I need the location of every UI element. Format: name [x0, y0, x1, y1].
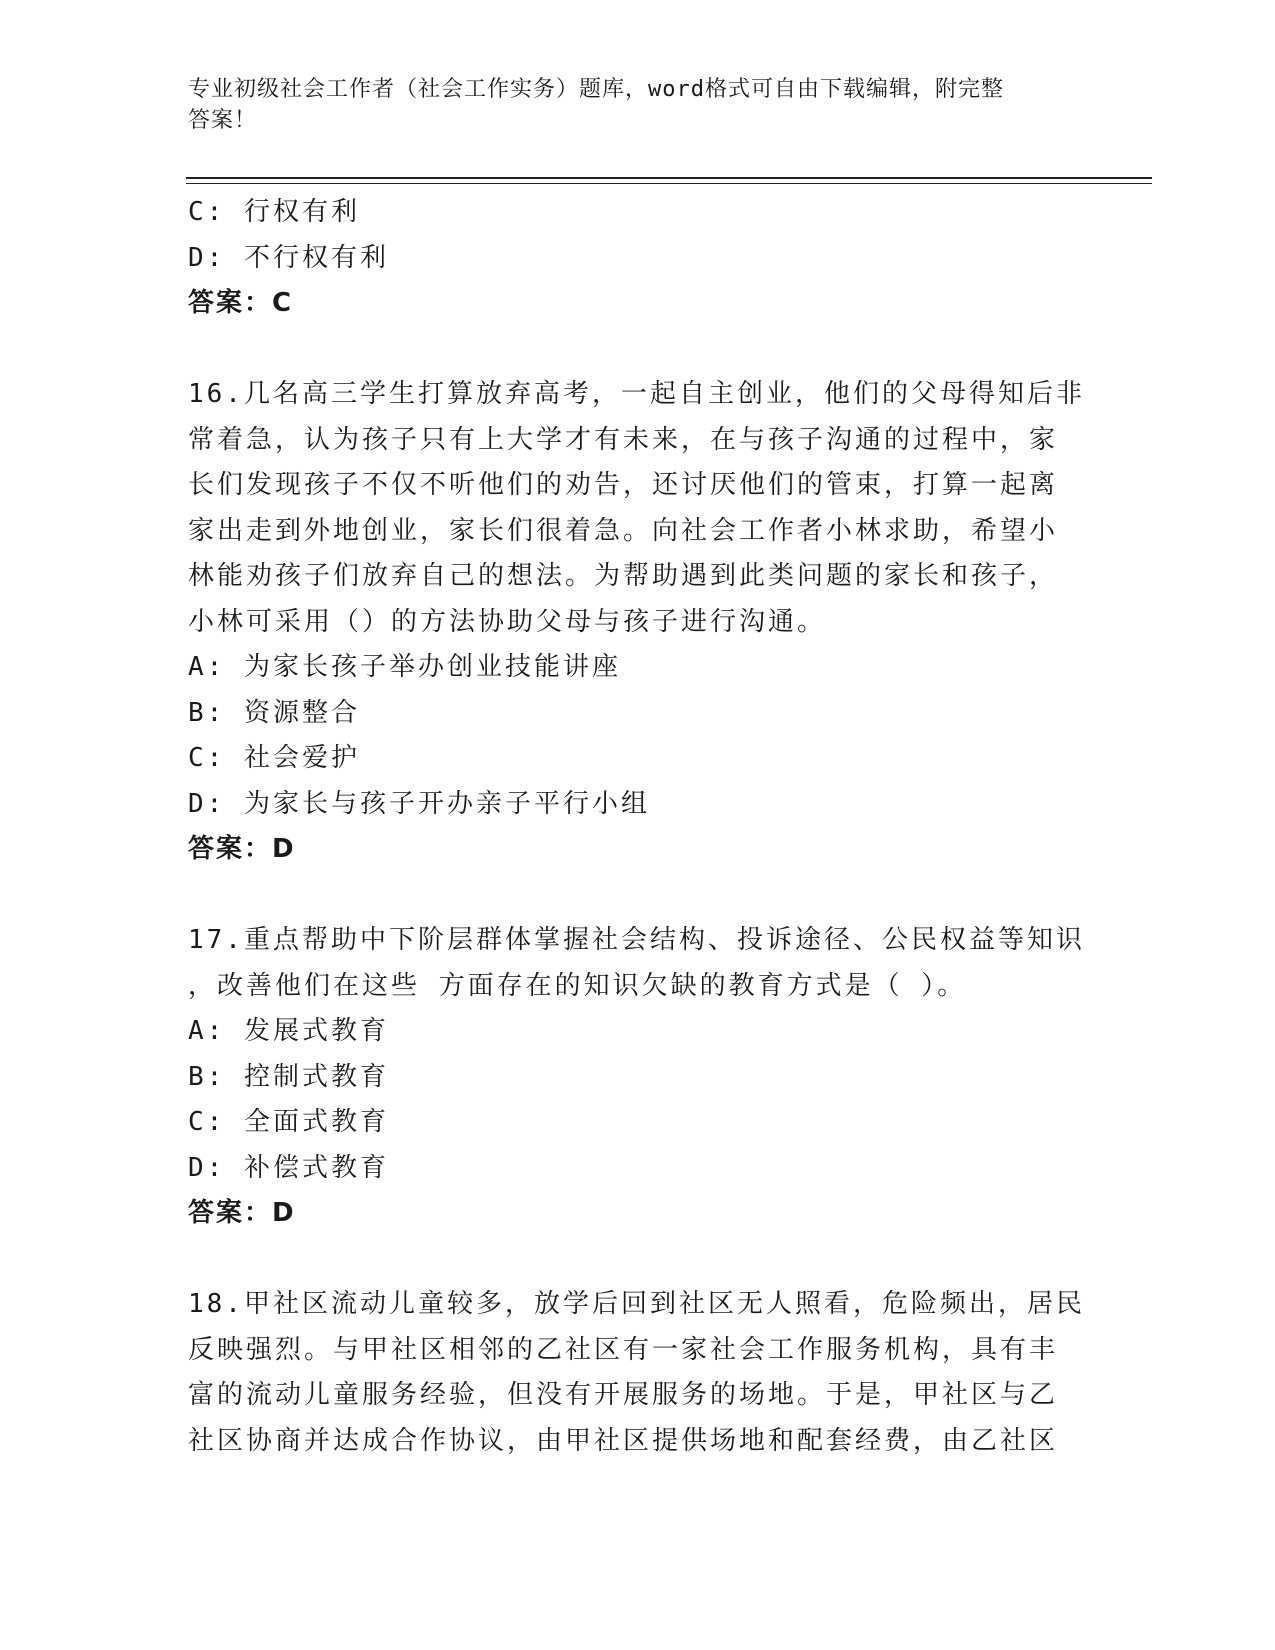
option-b: B: 资源整合 — [188, 697, 360, 728]
question-stem — [188, 918, 1088, 1009]
header-line-1: 专业初级社会工作者（社会工作实务）题库，word格式可自由下载编辑，附完整 — [188, 77, 1004, 102]
spacer — [188, 873, 1088, 919]
stem-line: 长们发现孩子不仅不听他们的劝告，还讨厌他们的管束，打算一起离 — [188, 470, 1059, 500]
document-header — [188, 74, 1088, 136]
stem-line: 家出走到外地创业，家长们很着急。向社会工作者小林求助，希望小 — [188, 515, 1059, 546]
spacer — [188, 1237, 1088, 1283]
question-16 — [188, 372, 1088, 873]
option-c: C: 行权有利 — [188, 197, 360, 227]
question-17 — [188, 918, 1088, 1237]
stem-line: 16.几名高三学生打算放弃高考，一起自主创业，他们的父母得知后非 — [188, 379, 1085, 409]
stem-line: 小林可采用（）的方法协助父母与孩子进行沟通。 — [188, 606, 827, 637]
stem-line: 林能劝孩子们放弃自己的想法。为帮助遇到此类问题的家长和孩子， — [188, 561, 1059, 591]
header-divider-thick — [186, 177, 1152, 179]
option-a: A: 发展式教育 — [188, 1016, 389, 1046]
answer-line: 答案：D — [188, 834, 296, 864]
stem-line: 社区协商并达成合作协议，由甲社区提供场地和配套经费，由乙社区 — [188, 1425, 1059, 1456]
stem-line: 17.重点帮助中下阶层群体掌握社会结构、投诉途径、公民权益等知识 — [188, 925, 1085, 955]
answer-line: 答案：C — [188, 288, 294, 318]
option-d: D: 为家长与孩子开办亲子平行小组 — [188, 788, 650, 819]
answer-line: 答案：D — [188, 1198, 296, 1228]
header-line-2: 答案！ — [188, 108, 258, 133]
option-d: D: 不行权有利 — [188, 242, 389, 273]
question-stem — [188, 1282, 1088, 1464]
stem-line: 富的流动儿童服务经验，但没有开展服务的场地。于是，甲社区与乙 — [188, 1380, 1059, 1410]
option-d: D: 补偿式教育 — [188, 1152, 389, 1183]
stem-line: ，改善他们在这些 方面存在的知识欠缺的教育方式是（ ）。 — [188, 970, 967, 1001]
question-18 — [188, 1282, 1088, 1464]
carryover-question — [188, 190, 1088, 327]
spacer — [188, 327, 1088, 373]
document-body — [188, 190, 1088, 1464]
option-c: C: 社会爱护 — [188, 743, 360, 773]
question-stem — [188, 372, 1088, 645]
stem-line: 常着急，认为孩子只有上大学才有未来，在与孩子沟通的过程中，家 — [188, 424, 1059, 455]
header-divider-thin — [186, 183, 1152, 184]
stem-line: 18.甲社区流动儿童较多，放学后回到社区无人照看，危险频出，居民 — [188, 1289, 1085, 1319]
option-b: B: 控制式教育 — [188, 1061, 389, 1092]
stem-line: 反映强烈。与甲社区相邻的乙社区有一家社会工作服务机构，具有丰 — [188, 1334, 1059, 1365]
option-c: C: 全面式教育 — [188, 1107, 389, 1137]
option-a: A: 为家长孩子举办创业技能讲座 — [188, 652, 621, 682]
